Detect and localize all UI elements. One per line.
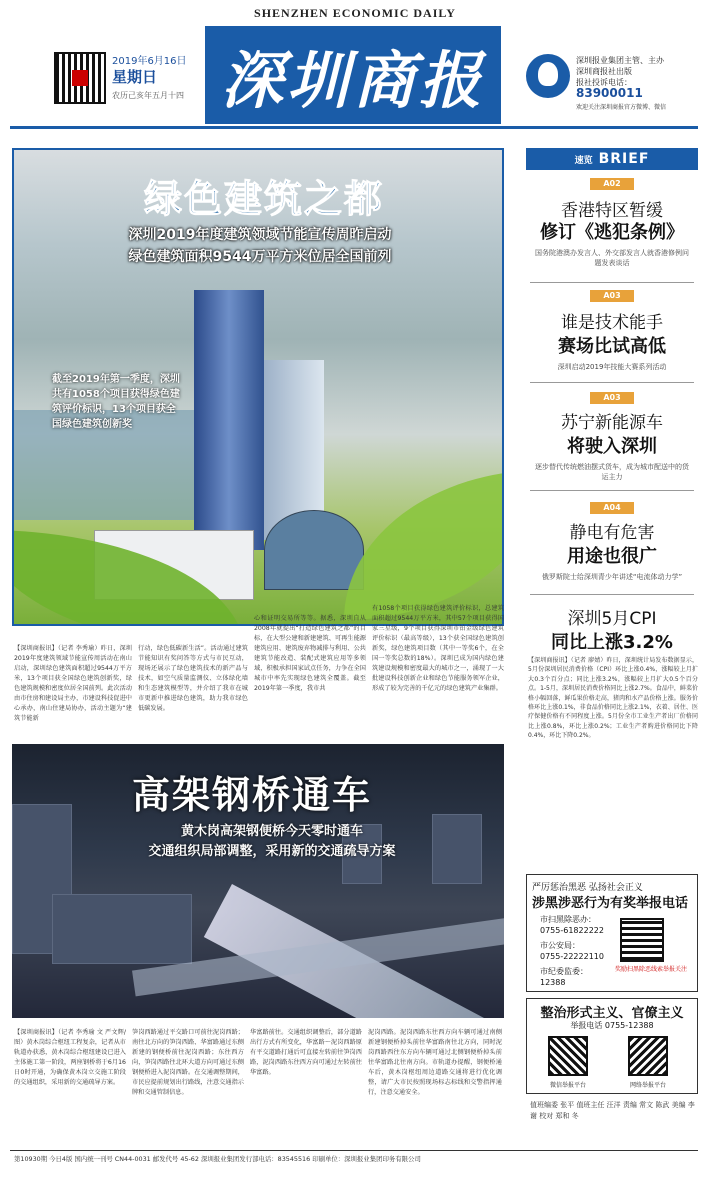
footer-divider [10, 1150, 698, 1151]
tipoff-org: 市纪委监委： [540, 967, 588, 976]
hero-subheadline-1: 深圳2019年度建筑领域节能宣传周昨启动 [128, 227, 392, 243]
tipoff-phone[interactable]: 0755-22222110 [540, 952, 604, 961]
bridge-subheadline-1: 黄木岗高架钢便桥今天零时通车 [180, 824, 363, 839]
green-building-photo [12, 148, 504, 626]
tipoff-qr-code[interactable] [620, 918, 664, 962]
bridge-headline[interactable]: 高架钢桥通车 [131, 772, 372, 817]
brief-label-cn: 速览 [574, 155, 593, 166]
complaint-phone: 83900011 [576, 86, 643, 100]
complaint-label: 报社投诉电话： [576, 78, 632, 87]
cpi-article-text: 【深圳商报讯】（记者 廖婧）昨日，深圳统计局发布数据显示，5月份深圳居民消费价格（CPI）环比上涨0.4%，涨幅较上月扩大0.3个百分点；同比上涨3.2%，涨幅较上月扩大0.5个百分点。1-5月，深圳居民消费价格同比上涨2.7%。食品中，鲜菜价格小幅回落，鲜瓜果价格走高，猪肉和水产品价格上涨。服务价格环比上涨0.1%，非食品价格同比上涨2.1%，衣着、居住、医疗保健价格有不同程度上涨。5月份全市工业生产者出厂价格同比上涨0.8%，环比上涨0.2%；工业生产者购进价格同比下降0.4%，环比下降0.2%。 [528, 657, 698, 740]
tipoff-phone[interactable]: 0755-61822222 [540, 926, 604, 935]
lunar-date: 农历己亥年五月十四 [112, 91, 184, 100]
article-green-col-1: 【深圳商报讯】（记者 李秀瑜）昨日，深圳2019年度建筑领域节能宣传周活动在南山启动，深圳绿色建筑面积超过9544万平方米，13个项目获全国绿色建筑创新奖，绿色建筑规模和密度位居全国前列。此次活动由市住房和建设局主办，市建设科技促进中心承办，南山住建局协办，活动主题为“建筑节能新 [14, 645, 132, 722]
article-bridge-col-3: 华富路前往。交通组织调整后，部分道路出行方式有所变化，华富路～泥岗西路原有平交道路打通后可直接左转前往笋岗西路，泥岗西路东往西方向可通过左转前往华富路。 [250, 1029, 362, 1076]
brief-headline-line2[interactable]: 赛场比试高低 [558, 336, 666, 357]
masthead [0, 0, 708, 132]
article-bridge-col-4: 泥岗西路。泥岗西路东往西方向车辆可通过南侧新建钢便桥掉头前往华富路南往北方向，同时泥岗西路西往东方向车辆可通过北侧钢便桥掉头前往华富路北往南方向。市轨道办提醒，钢便桥通车后，黄木岗枢纽周边道路交通将进行优化调整，请广大市民按照现场标志标线和交警指挥通行，注意交通安全。 [368, 1029, 502, 1096]
brief-description: 深圳启动2019年技能大赛系列活动 [557, 363, 667, 371]
tipoff-phone[interactable]: 12388 [540, 978, 566, 987]
wechat-report-qr-code[interactable] [548, 1036, 588, 1076]
tipoff-org: 市公安局： [540, 941, 580, 950]
brief-headline-line1[interactable]: 静电有危害 [569, 523, 655, 543]
cpi-headline-line2[interactable]: 同比上涨3.2% [551, 632, 673, 653]
publisher-logo-icon [526, 54, 570, 98]
issue-weekday: 星期日 [112, 68, 158, 86]
wechat-report-caption: 微信举报平台 [549, 1082, 586, 1089]
article-bridge-col-2: 笋岗西路通过平交路口可前往泥岗西路；南往北方向的笋岗西路、华富路通过东侧新建的钢便桥前往泥岗西路；东往西方向，笋岗西路往北环大道方向可通过东侧钢便桥进入泥岗西路。在交通调整期间，市民应提前规划出行路线，注意交通指示牌和交通管制信息。 [132, 1029, 244, 1096]
article-green-col-4: 有1058个项目获得绿色建筑评价标识，总建筑面积超过9544万平方米，其中57个项目获得国家三星级，9个项目获得深圳市铂金级绿色建筑评价标识（最高等级），13个获全国绿色建筑创新奖，绿色建筑项目数（其中一等奖6个，在全国一等奖总数的18%）。深圳已成为国内绿色建筑建设规模和密度最大的城市之一，涌现了一大批建设科技创新企业和绿色节能服务领军企业，形成了较为完善的千亿元的绿色建筑产业集群。 [372, 605, 504, 692]
brief-description: 国务院港澳办发言人、外交部发言人就香港修例问题发表谈话 [535, 249, 689, 267]
bridge-photo [12, 744, 504, 1018]
photo-tower [194, 290, 264, 550]
social-contact: 欢迎关注深圳商报官方微博、微信 [576, 104, 667, 111]
brief-description: 俄罗斯院士给深圳青少年讲述“电流体动力学” [541, 573, 683, 581]
brief-divider [530, 282, 694, 283]
web-report-qr-code[interactable] [628, 1036, 668, 1076]
brief-headline-line1[interactable]: 苏宁新能源车 [561, 413, 663, 433]
hero-headline[interactable]: 绿色建筑之都 [143, 176, 384, 221]
cpi-headline-line1[interactable]: 深圳5月CPI [567, 609, 657, 629]
brief-header [526, 148, 698, 170]
masthead-divider [10, 126, 698, 129]
masthead-qr-code[interactable] [54, 52, 106, 104]
hero-subheadline-2: 绿色建筑面积9544万平方米位居全国前列 [128, 249, 392, 265]
footer-info: 第10930期 今日4版 国内统一刊号 CN44-0031 邮发代号 45-62 深圳报业集团发行部电话：83545516 印刷单位：深圳报业集团印务有限公司 [14, 1155, 421, 1163]
photo-leaf-right [344, 470, 504, 620]
tipoff-org: 市扫黑除恶办： [540, 915, 596, 924]
brief-headline-line1[interactable]: 谁是技术能手 [561, 313, 663, 333]
brief-divider [530, 382, 694, 383]
hero-caption: 截至2019年第一季度，深圳共有1058个项目获得绿色建筑评价标识，13个项目获全国绿色建筑创新奖 [52, 374, 180, 430]
tipoff-qr-caption: 奖励扫黑除恶线索举报关注 [614, 966, 687, 973]
tipoff-title: 涉黑涉恶行为有奖举报电话 [532, 896, 689, 911]
brief-page-tag: A03 [590, 290, 634, 302]
editors-credit: 值班编委 张平 值班主任 汪洋 责编 常文 陈武 美编 李 谢 校对 郑和 冬 [530, 1101, 695, 1120]
brief-divider [530, 490, 694, 491]
brief-page-tag: A02 [590, 178, 634, 190]
photo-dome [264, 510, 364, 590]
tipoff-slogan: 严厉惩治黑恶 弘扬社会正义 [532, 883, 643, 893]
newspaper-logo: 深圳商报 [205, 26, 501, 124]
photo-building [52, 894, 192, 964]
brief-headline-line2[interactable]: 用途也很广 [567, 546, 657, 567]
brief-label-en: BRIEF [598, 151, 650, 167]
formalism-title: 整治形式主义、官僚主义 [540, 1006, 684, 1021]
brief-page-tag: A04 [590, 502, 634, 514]
article-green-col-3: 心和证明交易所等等。据悉，深圳自从2008年就提出“打造绿色建筑之都”的目标，在大型公建和新建建筑、可再生能源建筑应用、建筑废弃物减排与利用、公共建筑节能改造、装配式建筑应用等多领域，积极承担国家试点任务，力争在全国城市中率先实现绿色建筑全覆盖。截至2019年第一季度，我市共 [254, 615, 366, 692]
brief-headline-line1[interactable]: 香港特区暂缓 [561, 201, 663, 221]
brief-description: 逐步替代传统燃油摆式货车，成为城市配送中的货运主力 [535, 463, 689, 481]
brief-divider [530, 594, 694, 595]
brief-page-tag: A03 [590, 392, 634, 404]
issue-date: 2019年6月16日 [112, 56, 187, 67]
publisher-line-2: 深圳商报社出版 [576, 67, 632, 76]
article-green-col-2: 行动，绿色低碳新生活”。活动通过建筑节能知识有奖问答等方式与市民互动，现场还展示了绿色建筑技术的新产品与技术，如空气质量监测仪、立体绿化墙和生态建筑模型等，并介绍了我市在城市更新中推进绿色建筑，助力我市绿色低碳发展。 [138, 645, 248, 712]
english-title: SHENZHEN ECONOMIC DAILY [254, 6, 456, 20]
article-bridge-col-1: 【深圳商报讯】（记者 李秀瑜 文 严文辉/图）黄木岗综合枢纽工程复杂，记者从市轨道办获悉，黄木岗综合枢纽建设已进入主体施工第一阶段，两座钢桥将于6月16日0时开通，为确保黄木岗立交施工阶段的交通组织，采用新的交通疏导方案。 [14, 1029, 126, 1086]
web-report-caption: 网络举报平台 [629, 1082, 666, 1089]
bridge-subheadline-2: 交通组织局部调整，采用新的交通疏导方案 [148, 844, 396, 859]
brief-headline-line2[interactable]: 将驶入深圳 [567, 436, 657, 457]
publisher-line-1: 深圳报业集团主管、主办 [576, 56, 664, 65]
formalism-phone[interactable]: 举报电话 0755-12388 [570, 1021, 654, 1030]
brief-headline-line2[interactable]: 修订《逃犯条例》 [540, 222, 684, 243]
